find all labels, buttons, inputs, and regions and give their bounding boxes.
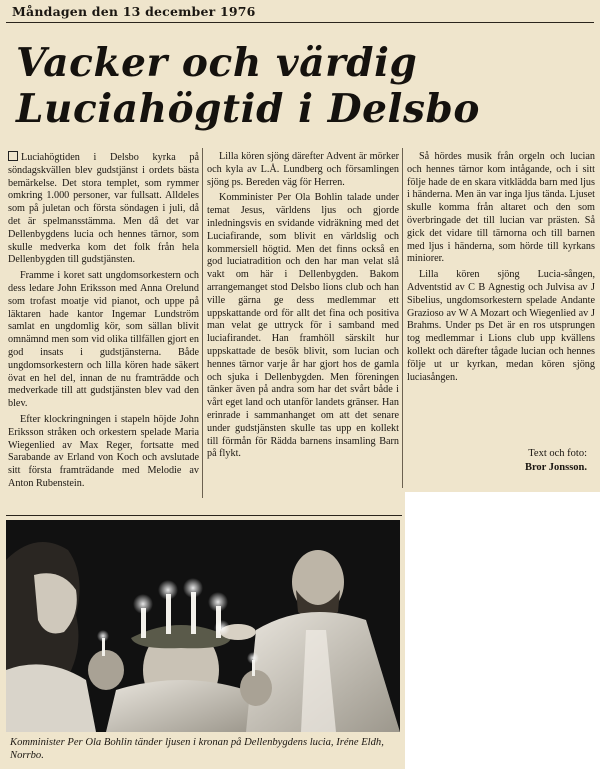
byline-label: Text och foto: [528,448,587,459]
photo-caption: Komminister Per Ola Bohlin tänder ljusen i kronan på Dellenbygdens lucia, Iréne Eldh, Norrbo. [10,737,384,761]
blank-area [405,492,600,769]
article-column-2 [207,151,399,461]
photo-illustration [6,520,400,732]
paragraph-text: Luciahögtiden i Delsbo kyrka på söndagskvällen blev gudstjänst i ordets bästa bemärkelse. Det stora templet, som rymmer omkring 1.000 personer, var fullsatt. Alldeles som på juletan och första söndagen i juli, då det är spelmansstämma. Men då det var Dellenbygdens lucia och hennes tärnor, som skulle medverka kom det folk från hela Dellenbygden till gudstjänsten. [8,152,199,266]
top-rule [6,22,594,23]
paragraph: Framme i koret satt ungdomsorkestern och dess ledare John Eriksson med Anna Orelund som trofast moatje vid pianot, och uppe på läktaren hade kantor Ingemar Lundström samlat en ungdomlig kör, som sällan blivit omnämnd men som vid olika tillfällen gjort en god insats i gudstjänsterna. Både ungdomsorkestern och lilla kören hade säkert övat en hel del, innan de nu framträdde och medverkade till att gudstjänsten blev vad den blev. [8,270,199,410]
paragraph: Lilla kören sjöng därefter Advent är mörker och kyla av L.Å. Lundberg och församlingen sjöng ps. Bereden väg för Herren. [207,151,399,188]
photo-rule [6,515,402,516]
news-photo [6,520,400,732]
section-square-icon [8,151,18,161]
date-line: Måndagen den 13 december 1976 [12,4,256,19]
paragraph: Komminister Per Ola Bohlin talade under temat Jesus, världens ljus och gjorde inledningsvis en svidande vidräkning med det Luciafirande, som blivit en världslig och kommersiell högtid. Men det finns också en god luciatradition och den har man velat slå vakt om här i Dellenbygden. Bakom arrangemanget stod Delsbo lions club och han ville gärna ge dess medlemmar ett uppskattande ord för allt det fina och positiva man velat ge uttryck för i samband med luciafirandet. Han framhöll särskilt hur uppskattade de besök blivit, som lucian och hennes tärnor varje år har gjort hos de gamla och sjuka i Dellenbygden. Men föreningen tänker även på andra som har det svårt både i vårt eget land och utanför landets gränser. Han erinrade i sammanhanget om att det senare under gudstjänsten skulle tas upp en kollekt till förmån för Rädda barnens insamling Barn på flykt. [207,192,399,460]
paragraph [8,151,199,267]
headline-line-1: Vacker och värdig [16,40,418,86]
paragraph: Lilla kören sjöng Lucia-sången, Adventstid av C B Agnestig och Julvisa av J Sibelius, ungdomsorkestern spelade Andante Grazioso av W A Mozart och Wiegenlied av J Brahms. Under ps Det är en ros utsprungen tog medlemmar i Lions club upp kvällens kollekt och därefter tågade lucian och hennes följe ut ur kyrkan, medan kören sjöng luciasången. [407,269,595,383]
article-column-3 [407,151,595,384]
headline-line-2: Luciahögtid i Delsbo [16,86,481,132]
byline-name: Bror Jonsson. [524,462,587,473]
column-rule-2 [402,148,403,488]
paragraph: Efter klockringningen i stapeln höjde John Eriksson stråken och orkestern spelade Maria Wiegenlied av Max Reger, fortsatte med Sarabande av Erland von Koch och avslutade sitt första framträdande med Melodie av Anton Rubenstein. [8,413,199,489]
byline [407,447,587,475]
headline [16,40,586,132]
paragraph: Så hördes musik från orgeln och lucian och hennes tärnor kom intågande, och i sitt följe hade de en skara vitklädda barn med ljus i händerna. Men än var inga ljus tända. Ljuset skulle komma från altaret och den som överbringade det till lucian var prästen. Så gick det vidare till tärnorna och till barnen med ljus i händerna, som hörde till kyrkans miniorer. [407,151,595,265]
article-column-1 [8,151,199,491]
column-rule-1 [202,148,203,498]
